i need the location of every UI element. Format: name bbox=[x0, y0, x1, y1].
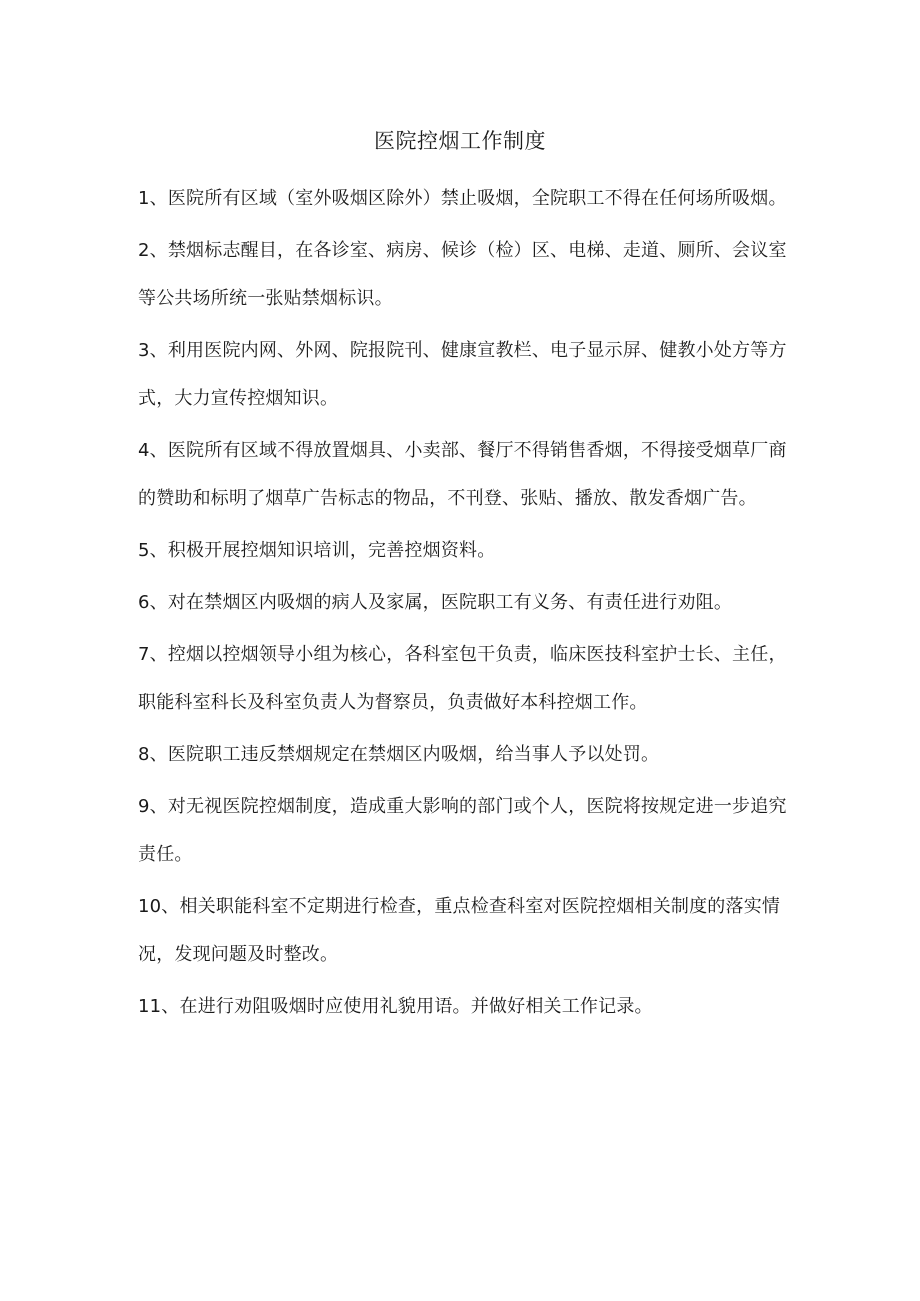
rule-item-11 bbox=[138, 983, 790, 1031]
document-title: 医院控烟工作制度 bbox=[374, 129, 546, 153]
rule-text: 医院所有区域（室外吸烟区除外）禁止吸烟，全院职工不得在任何场所吸烟。 bbox=[167, 188, 787, 209]
rule-number: 3、 bbox=[138, 340, 168, 361]
rule-text: 医院所有区域不得放置烟具、小卖部、餐厅不得销售香烟，不得接受烟草厂商的赞助和标明了烟草广告标志的物品，不刊登、张贴、播放、散发香烟广告。 bbox=[138, 440, 787, 509]
rule-text: 积极开展控烟知识培训，完善控烟资料。 bbox=[167, 540, 496, 561]
rule-number: 1、 bbox=[138, 188, 168, 209]
rule-item-9 bbox=[138, 783, 790, 879]
rule-text: 利用医院内网、外网、院报院刊、健康宣教栏、电子显示屏、健教小处方等方式，大力宣传控烟知识。 bbox=[138, 340, 787, 409]
rule-text: 禁烟标志醒目，在各诊室、病房、候诊（检）区、电梯、走道、厕所、会议室等公共场所统一张贴禁烟标识。 bbox=[138, 240, 787, 309]
rule-number: 4、 bbox=[138, 440, 168, 461]
rule-number: 9、 bbox=[138, 796, 168, 817]
rule-number: 5、 bbox=[138, 540, 168, 561]
rule-item-8 bbox=[138, 731, 790, 779]
rule-item-1 bbox=[138, 175, 790, 223]
rule-item-6 bbox=[138, 579, 790, 627]
rule-number: 6、 bbox=[138, 592, 168, 613]
rule-text: 在进行劝阻吸烟时应使用礼貌用语。并做好相关工作记录。 bbox=[179, 996, 653, 1017]
rule-item-3 bbox=[138, 327, 790, 423]
rule-text: 控烟以控烟领导小组为核心，各科室包干负责，临床医技科室护士长、主任，职能科室科长及科室负责人为督察员，负责做好本科控烟工作。 bbox=[138, 644, 787, 713]
rule-text: 相关职能科室不定期进行检查，重点检查科室对医院控烟相关制度的落实情况，发现问题及时整改。 bbox=[138, 896, 781, 965]
rule-number: 2、 bbox=[138, 240, 168, 261]
rule-item-10 bbox=[138, 883, 790, 979]
rule-number: 8、 bbox=[138, 744, 168, 765]
rule-item-2 bbox=[138, 227, 790, 323]
rule-number: 11、 bbox=[138, 996, 180, 1017]
rule-number: 7、 bbox=[138, 644, 168, 665]
rule-item-7 bbox=[138, 631, 790, 727]
rule-text: 对在禁烟区内吸烟的病人及家属，医院职工有义务、有责任进行劝阻。 bbox=[167, 592, 733, 613]
rule-item-5 bbox=[138, 527, 790, 575]
rule-text: 医院职工违反禁烟规定在禁烟区内吸烟，给当事人予以处罚。 bbox=[167, 744, 660, 765]
rule-text: 对无视医院控烟制度，造成重大影响的部门或个人，医院将按规定进一步追究责任。 bbox=[138, 796, 787, 865]
rule-item-4 bbox=[138, 427, 790, 523]
rule-number: 10、 bbox=[138, 896, 180, 917]
rule-list bbox=[138, 175, 790, 1035]
